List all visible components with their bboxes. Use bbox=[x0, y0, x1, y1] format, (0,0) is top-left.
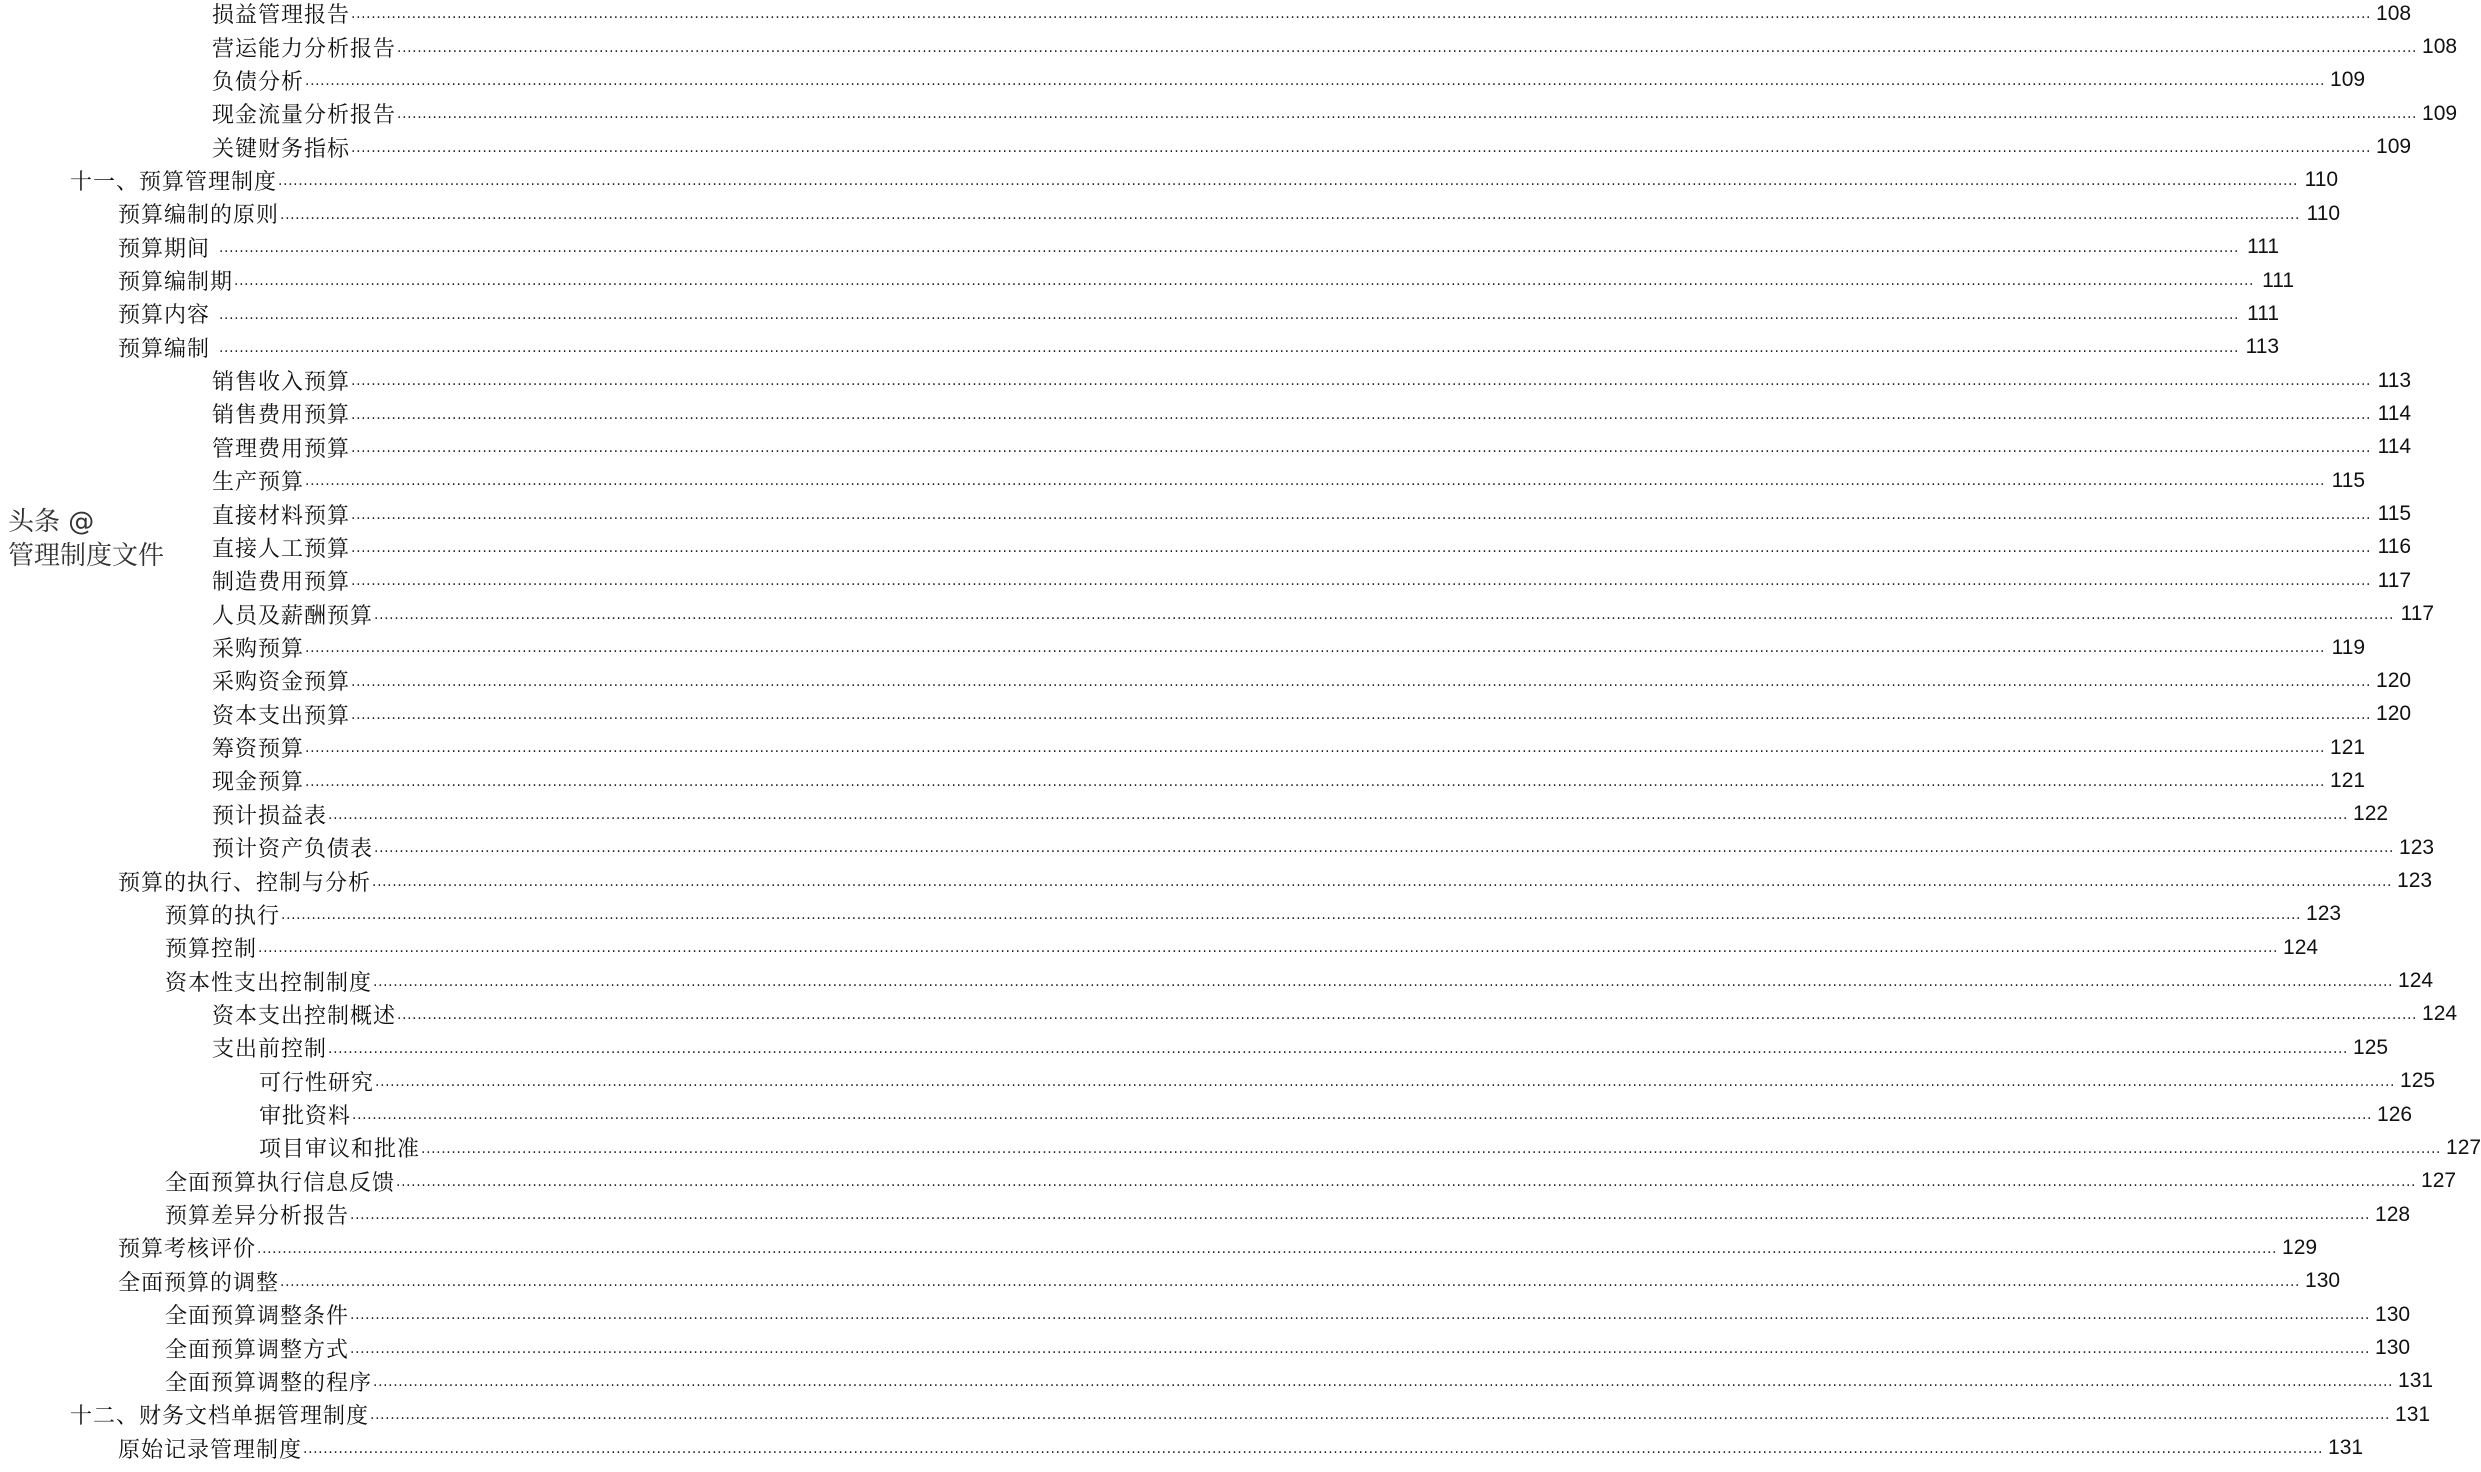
toc-entry-page: 125 bbox=[2353, 1035, 2389, 1059]
dot-leader: ................................................................................................................................................................................................................................................................................................................................................................................................................ bbox=[351, 440, 2372, 457]
toc-entry-page: 123 bbox=[2306, 902, 2342, 926]
dot-leader: ................................................................................................................................................................................................................................................................................................................................................................................................................ bbox=[372, 873, 2393, 890]
toc-entry-title: 预计损益表 bbox=[212, 803, 328, 829]
toc-entry[interactable] bbox=[0, 0, 2412, 30]
toc-entry-title: 预算控制 bbox=[165, 937, 258, 963]
toc-entry[interactable] bbox=[0, 898, 2342, 931]
toc-entry-title: 全面预算调整条件 bbox=[165, 1304, 350, 1330]
toc-entry[interactable] bbox=[0, 97, 2458, 130]
toc-entry-title: 直接人工预算 bbox=[212, 536, 351, 562]
dot-leader: ................................................................................................................................................................................................................................................................................................................................................................................................................ bbox=[303, 1440, 2324, 1457]
toc-entry-page: 115 bbox=[2331, 468, 2366, 492]
toc-entry-title: 预算的执行 bbox=[165, 903, 281, 929]
toc-entry-page: 121 bbox=[2330, 768, 2366, 792]
toc-entry-page: 114 bbox=[2377, 401, 2412, 425]
toc-entry[interactable] bbox=[0, 197, 2341, 230]
dot-leader: ................................................................................................................................................................................................................................................................................................................................................................................................................ bbox=[375, 1073, 2396, 1090]
toc-entry[interactable] bbox=[0, 1398, 2431, 1431]
toc-entry-page: 130 bbox=[2375, 1336, 2411, 1360]
dot-leader: ................................................................................................................................................................................................................................................................................................................................................................................................................ bbox=[374, 606, 2395, 623]
dot-leader: ................................................................................................................................................................................................................................................................................................................................................................................................................ bbox=[352, 1107, 2373, 1124]
dot-leader: ................................................................................................................................................................................................................................................................................................................................................................................................................ bbox=[351, 406, 2372, 423]
toc-entry[interactable] bbox=[0, 1298, 2411, 1331]
toc-entry-title: 资本性支出控制制度 bbox=[165, 970, 373, 996]
toc-entry-page: 120 bbox=[2376, 702, 2412, 726]
toc-entry[interactable] bbox=[0, 1265, 2341, 1298]
toc-entry-page: 109 bbox=[2330, 68, 2366, 92]
toc-entry-title: 采购预算 bbox=[212, 637, 305, 662]
toc-entry-title: 管理费用预算 bbox=[212, 436, 351, 462]
toc-entry-page: 124 bbox=[2398, 969, 2434, 993]
toc-entry-title: 十一、预算管理制度 bbox=[70, 169, 278, 195]
toc-entry[interactable] bbox=[0, 831, 2435, 864]
dot-leader: ................................................................................................................................................................................................................................................................................................................................................................................................................ bbox=[219, 339, 2240, 356]
toc-entry-title: 项目审议和批准 bbox=[259, 1137, 421, 1163]
toc-entry-page: 120 bbox=[2376, 668, 2412, 692]
toc-entry-title: 预计资产负债表 bbox=[212, 837, 374, 863]
toc-entry[interactable] bbox=[0, 1065, 2436, 1098]
dot-leader: ................................................................................................................................................................................................................................................................................................................................................................................................................ bbox=[350, 1340, 2371, 1357]
toc-entry-title: 直接材料预算 bbox=[212, 503, 351, 529]
toc-entry-page: 121 bbox=[2330, 735, 2366, 759]
toc-entry-title: 可行性研究 bbox=[259, 1070, 375, 1096]
dot-leader: ................................................................................................................................................................................................................................................................................................................................................................................................................ bbox=[397, 1007, 2418, 1024]
dot-leader: ................................................................................................................................................................................................................................................................................................................................................................................................................ bbox=[351, 673, 2372, 690]
toc-entry-title: 全面预算执行信息反馈 bbox=[165, 1170, 396, 1196]
toc-entry-title: 筹资预算 bbox=[212, 737, 305, 763]
toc-entry-title: 审批资料 bbox=[259, 1104, 352, 1130]
toc-entry[interactable] bbox=[0, 331, 2280, 364]
toc-entry-title: 关键财务指标 bbox=[212, 136, 351, 162]
toc-entry-title: 预算编制 bbox=[118, 336, 218, 362]
dot-leader: ................................................................................................................................................................................................................................................................................................................................................................................................................ bbox=[351, 573, 2372, 590]
dot-leader: ................................................................................................................................................................................................................................................................................................................................................................................................................ bbox=[305, 640, 2326, 657]
dot-leader: ................................................................................................................................................................................................................................................................................................................................................................................................................ bbox=[234, 273, 2255, 290]
toc-entry-page: 116 bbox=[2377, 535, 2412, 559]
toc-entry[interactable] bbox=[0, 764, 2366, 797]
toc-entry-title: 预算差异分析报告 bbox=[165, 1204, 350, 1230]
dot-leader: ................................................................................................................................................................................................................................................................................................................................................................................................................ bbox=[280, 206, 2301, 223]
toc-entry[interactable] bbox=[0, 1231, 2318, 1264]
toc-entry[interactable] bbox=[0, 431, 2412, 464]
toc-entry[interactable] bbox=[0, 164, 2339, 197]
toc-entry-title: 负债分析 bbox=[212, 69, 305, 95]
toc-entry-page: 131 bbox=[2395, 1402, 2431, 1426]
toc-entry-page: 114 bbox=[2377, 435, 2412, 459]
toc-entry-page: 123 bbox=[2399, 835, 2435, 859]
toc-entry[interactable] bbox=[0, 1431, 2364, 1464]
toc-entry[interactable] bbox=[0, 1165, 2457, 1198]
toc-entry-page: 108 bbox=[2422, 35, 2458, 59]
toc-entry-page: 110 bbox=[2306, 201, 2341, 225]
toc-entry-title: 现金预算 bbox=[212, 770, 305, 796]
toc-entry-page: 129 bbox=[2282, 1235, 2318, 1259]
toc-entry-page: 113 bbox=[2377, 368, 2412, 392]
dot-leader: ................................................................................................................................................................................................................................................................................................................................................................................................................ bbox=[281, 907, 2302, 924]
toc-entry-title: 预算内容 bbox=[118, 303, 218, 329]
dot-leader: ................................................................................................................................................................................................................................................................................................................................................................................................................ bbox=[421, 1140, 2442, 1157]
toc-entry[interactable] bbox=[0, 998, 2458, 1031]
toc-entry-page: 128 bbox=[2375, 1202, 2411, 1226]
toc-entry[interactable] bbox=[0, 597, 2435, 630]
dot-leader: ................................................................................................................................................................................................................................................................................................................................................................................................................ bbox=[370, 1407, 2391, 1424]
toc-entry-page: 122 bbox=[2353, 802, 2389, 826]
toc-entry-title: 损益管理报告 bbox=[212, 3, 351, 29]
dot-leader: ................................................................................................................................................................................................................................................................................................................................................................................................................ bbox=[350, 1207, 2371, 1224]
toc-entry-page: 111 bbox=[2247, 235, 2280, 259]
dot-leader: ................................................................................................................................................................................................................................................................................................................................................................................................................ bbox=[350, 1307, 2371, 1324]
toc-entry[interactable] bbox=[0, 664, 2412, 697]
toc-entry[interactable] bbox=[0, 964, 2434, 997]
dot-leader: ................................................................................................................................................................................................................................................................................................................................................................................................................ bbox=[351, 506, 2372, 523]
toc-entry[interactable] bbox=[0, 464, 2366, 497]
toc-entry[interactable] bbox=[0, 64, 2366, 97]
toc-entry-page: 125 bbox=[2400, 1069, 2436, 1093]
toc-entry-title: 预算考核评价 bbox=[118, 1237, 257, 1263]
dot-leader: ................................................................................................................................................................................................................................................................................................................................................................................................................ bbox=[278, 173, 2299, 190]
dot-leader: ................................................................................................................................................................................................................................................................................................................................................................................................................ bbox=[305, 740, 2326, 757]
toc-entry-title: 制造费用预算 bbox=[212, 570, 351, 596]
toc-entry-page: 124 bbox=[2422, 1002, 2458, 1026]
toc-entry-page: 108 bbox=[2376, 1, 2412, 25]
toc-entry-page: 117 bbox=[2377, 568, 2412, 592]
toc-entry[interactable] bbox=[0, 1365, 2434, 1398]
toc-entry-title: 销售收入预算 bbox=[212, 370, 351, 396]
watermark: 头条 @管理制度文件 bbox=[8, 507, 165, 571]
toc-entry-page: 109 bbox=[2422, 101, 2458, 125]
toc-entry[interactable] bbox=[0, 698, 2412, 731]
toc-entry-title: 原始记录管理制度 bbox=[118, 1437, 303, 1463]
toc-entry-page: 113 bbox=[2245, 335, 2280, 359]
toc-entry-page: 117 bbox=[2400, 602, 2435, 626]
dot-leader: ................................................................................................................................................................................................................................................................................................................................................................................................................ bbox=[374, 840, 2395, 857]
toc-entry-page: 111 bbox=[2247, 301, 2280, 325]
toc-entry-page: 119 bbox=[2331, 635, 2366, 659]
dot-leader: ................................................................................................................................................................................................................................................................................................................................................................................................................ bbox=[373, 1374, 2394, 1391]
toc-entry-page: 131 bbox=[2398, 1369, 2434, 1393]
toc-entry[interactable] bbox=[0, 364, 2412, 397]
toc-entry[interactable] bbox=[0, 1031, 2389, 1064]
toc-entry-title: 全面预算调整方式 bbox=[165, 1337, 350, 1363]
toc-entry[interactable] bbox=[0, 1098, 2413, 1131]
dot-leader: ................................................................................................................................................................................................................................................................................................................................................................................................................ bbox=[397, 39, 2418, 56]
toc-entry-page: 115 bbox=[2377, 502, 2412, 526]
dot-leader: ................................................................................................................................................................................................................................................................................................................................................................................................................ bbox=[397, 106, 2418, 123]
dot-leader: ................................................................................................................................................................................................................................................................................................................................................................................................................ bbox=[351, 6, 2372, 23]
dot-leader: ................................................................................................................................................................................................................................................................................................................................................................................................................ bbox=[219, 239, 2240, 256]
toc-entry-page: 131 bbox=[2328, 1436, 2364, 1460]
dot-leader: ................................................................................................................................................................................................................................................................................................................................................................................................................ bbox=[351, 706, 2372, 723]
toc-entry-title: 预算的执行、控制与分析 bbox=[118, 870, 372, 896]
toc-entry-title: 人员及薪酬预算 bbox=[212, 603, 374, 629]
toc-entry-page: 126 bbox=[2377, 1102, 2413, 1126]
toc-entry-page: 124 bbox=[2283, 935, 2319, 959]
toc-entry-page: 127 bbox=[2446, 1135, 2481, 1159]
dot-leader: ................................................................................................................................................................................................................................................................................................................................................................................................................ bbox=[351, 373, 2372, 390]
toc-entry-title: 全面预算的调整 bbox=[118, 1270, 280, 1296]
toc-entry[interactable] bbox=[0, 264, 2295, 297]
dot-leader: ................................................................................................................................................................................................................................................................................................................................................................................................................ bbox=[305, 473, 2326, 490]
toc-entry-page: 123 bbox=[2397, 869, 2433, 893]
dot-leader: ................................................................................................................................................................................................................................................................................................................................................................................................................ bbox=[351, 139, 2372, 156]
toc-entry-title: 采购资金预算 bbox=[212, 670, 351, 696]
toc-entry-title: 预算编制期 bbox=[118, 270, 234, 296]
dot-leader: ................................................................................................................................................................................................................................................................................................................................................................................................................ bbox=[219, 306, 2240, 323]
dot-leader: ................................................................................................................................................................................................................................................................................................................................................................................................................ bbox=[373, 973, 2394, 990]
dot-leader: ................................................................................................................................................................................................................................................................................................................................................................................................................ bbox=[258, 940, 2279, 957]
dot-leader: ................................................................................................................................................................................................................................................................................................................................................................................................................ bbox=[257, 1240, 2278, 1257]
toc-entry-title: 现金流量分析报告 bbox=[212, 103, 397, 129]
toc-entry[interactable] bbox=[0, 297, 2280, 330]
toc-entry-page: 130 bbox=[2375, 1302, 2411, 1326]
toc-entry[interactable] bbox=[0, 30, 2458, 63]
toc-entry[interactable] bbox=[0, 1198, 2411, 1231]
toc-entry[interactable] bbox=[0, 1131, 2481, 1164]
toc-entry[interactable] bbox=[0, 864, 2433, 897]
toc-entry-title: 预算编制的原则 bbox=[118, 203, 280, 229]
toc-entry[interactable] bbox=[0, 397, 2412, 430]
toc-entry-title: 支出前控制 bbox=[212, 1037, 328, 1063]
dot-leader: ................................................................................................................................................................................................................................................................................................................................................................................................................ bbox=[305, 73, 2326, 90]
toc-entry-title: 销售费用预算 bbox=[212, 403, 351, 429]
toc-entry-page: 127 bbox=[2421, 1169, 2457, 1193]
toc-entry[interactable] bbox=[0, 798, 2389, 831]
toc-entry[interactable] bbox=[0, 931, 2319, 964]
toc-entry-page: 130 bbox=[2305, 1269, 2341, 1293]
toc-entry-title: 预算期间 bbox=[118, 236, 218, 262]
toc-entry[interactable] bbox=[0, 231, 2280, 264]
toc-entry-title: 资本支出控制概述 bbox=[212, 1003, 397, 1029]
dot-leader: ................................................................................................................................................................................................................................................................................................................................................................................................................ bbox=[328, 1040, 2349, 1057]
toc-entry-title: 营运能力分析报告 bbox=[212, 36, 397, 62]
dot-leader: ................................................................................................................................................................................................................................................................................................................................................................................................................ bbox=[305, 773, 2326, 790]
toc-entry[interactable] bbox=[0, 1331, 2411, 1364]
toc-entry-title: 资本支出预算 bbox=[212, 703, 351, 729]
toc-entry-title: 生产预算 bbox=[212, 470, 305, 496]
dot-leader: ................................................................................................................................................................................................................................................................................................................................................................................................................ bbox=[351, 540, 2372, 557]
toc-entry[interactable] bbox=[0, 631, 2366, 664]
dot-leader: ................................................................................................................................................................................................................................................................................................................................................................................................................ bbox=[328, 806, 2349, 823]
toc-entry[interactable] bbox=[0, 130, 2412, 163]
toc-entry-page: 109 bbox=[2376, 135, 2412, 159]
toc-entry[interactable] bbox=[0, 731, 2366, 764]
dot-leader: ................................................................................................................................................................................................................................................................................................................................................................................................................ bbox=[280, 1274, 2301, 1291]
toc-entry-page: 110 bbox=[2304, 168, 2339, 192]
dot-leader: ................................................................................................................................................................................................................................................................................................................................................................................................................ bbox=[396, 1173, 2417, 1190]
toc-entry-title: 十二、财务文档单据管理制度 bbox=[70, 1404, 370, 1430]
toc-entry-page: 111 bbox=[2262, 268, 2295, 292]
toc-entry-title: 全面预算调整的程序 bbox=[165, 1370, 373, 1396]
